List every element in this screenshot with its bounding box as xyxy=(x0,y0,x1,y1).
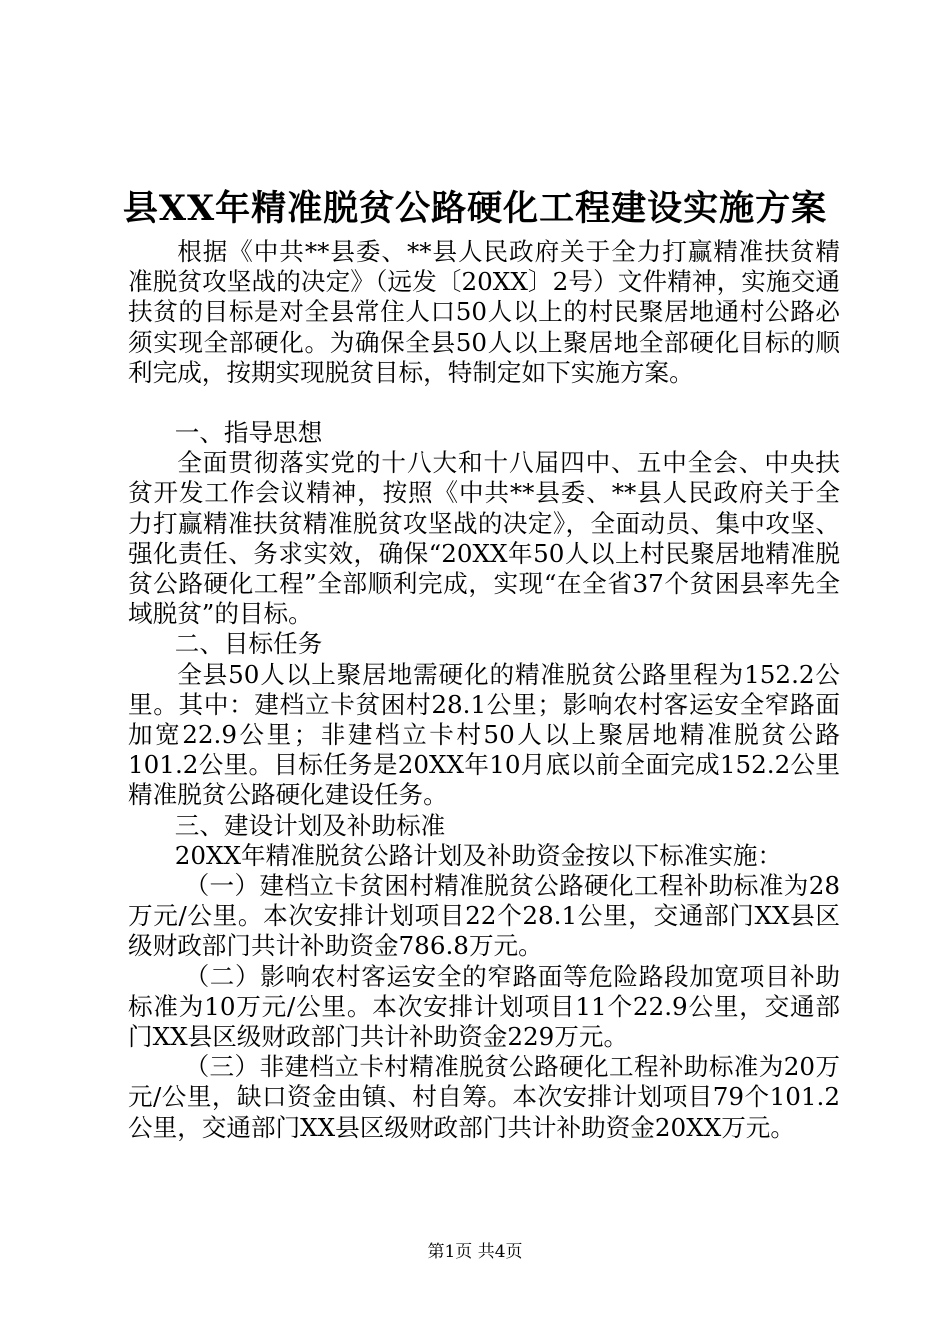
section-heading-guiding-ideology: 一、指导思想 xyxy=(174,418,323,448)
document-body xyxy=(128,237,840,1143)
section-heading-target-tasks: 二、目标任务 xyxy=(174,629,323,659)
intro-paragraph: 根据《中共**县委、**县人民政府关于全力打赢精准扶贫精准脱贫攻坚战的决定》（远发〔20XX〕2号）文件精神，实施交通扶贫的目标是对全县常住人口50人以上的村民聚居地通村公路必须实现全部硬化。为确保全县50人以上聚居地全部硬化目标的顺利完成，按期实现脱贫目标，特制定如下实施方案。 xyxy=(128,237,840,387)
construction-plan-intro: 20XX年精准脱贫公路计划及补助资金按以下标准实施： xyxy=(174,840,783,870)
subsidy-item-3: （三）非建档立卡村精准脱贫公路硬化工程补助标准为20万元/公里，缺口资金由镇、村自筹。本次安排计划项目79个101.2公里，交通部门XX县区级财政部门共计补助资金20XX万元。 xyxy=(128,1052,840,1142)
subsidy-item-2: （二）影响农村客运安全的窄路面等危险路段加宽项目补助标准为10万元/公里。本次安排计划项目11个22.9公里，交通部门XX县区级财政部门共计补助资金229万元。 xyxy=(128,961,840,1052)
section-heading-construction-plan: 三、建设计划及补助标准 xyxy=(174,810,446,840)
target-tasks-paragraph: 全县50人以上聚居地需硬化的精准脱贫公路里程为152.2公里。其中：建档立卡贫困村28.1公里；影响农村客运安全窄路面加宽22.9公里；非建档立卡村50人以上聚居地精准脱贫公路101.2公里。目标任务是20XX年10月底以前全面完成152.2公里精准脱贫公路硬化建设任务。 xyxy=(128,659,840,810)
document-title: 县XX年精准脱贫公路硬化工程建设实施方案 xyxy=(122,188,828,229)
paragraph-spacer xyxy=(128,388,840,418)
subsidy-item-1: （一）建档立卡贫困村精准脱贫公路硬化工程补助标准为28万元/公里。本次安排计划项目22个28.1公里，交通部门XX县区级财政部门共计补助资金786.8万元。 xyxy=(128,871,840,961)
page-indicator: 第1页 共4页 xyxy=(427,1242,523,1262)
guiding-ideology-paragraph: 全面贯彻落实党的十八大和十八届四中、五中全会、中央扶贫开发工作会议精神，按照《中共**县委、**县人民政府关于全力打赢精准扶贫精准脱贫攻坚战的决定》，全面动员、集中攻坚、强化责任、务求实效，确保“20XX年50人以上村民聚居地精准脱贫公路硬化工程”全部顺利完成，实现“在全省37个贫困县率先全域脱贫”的目标。 xyxy=(128,448,840,629)
